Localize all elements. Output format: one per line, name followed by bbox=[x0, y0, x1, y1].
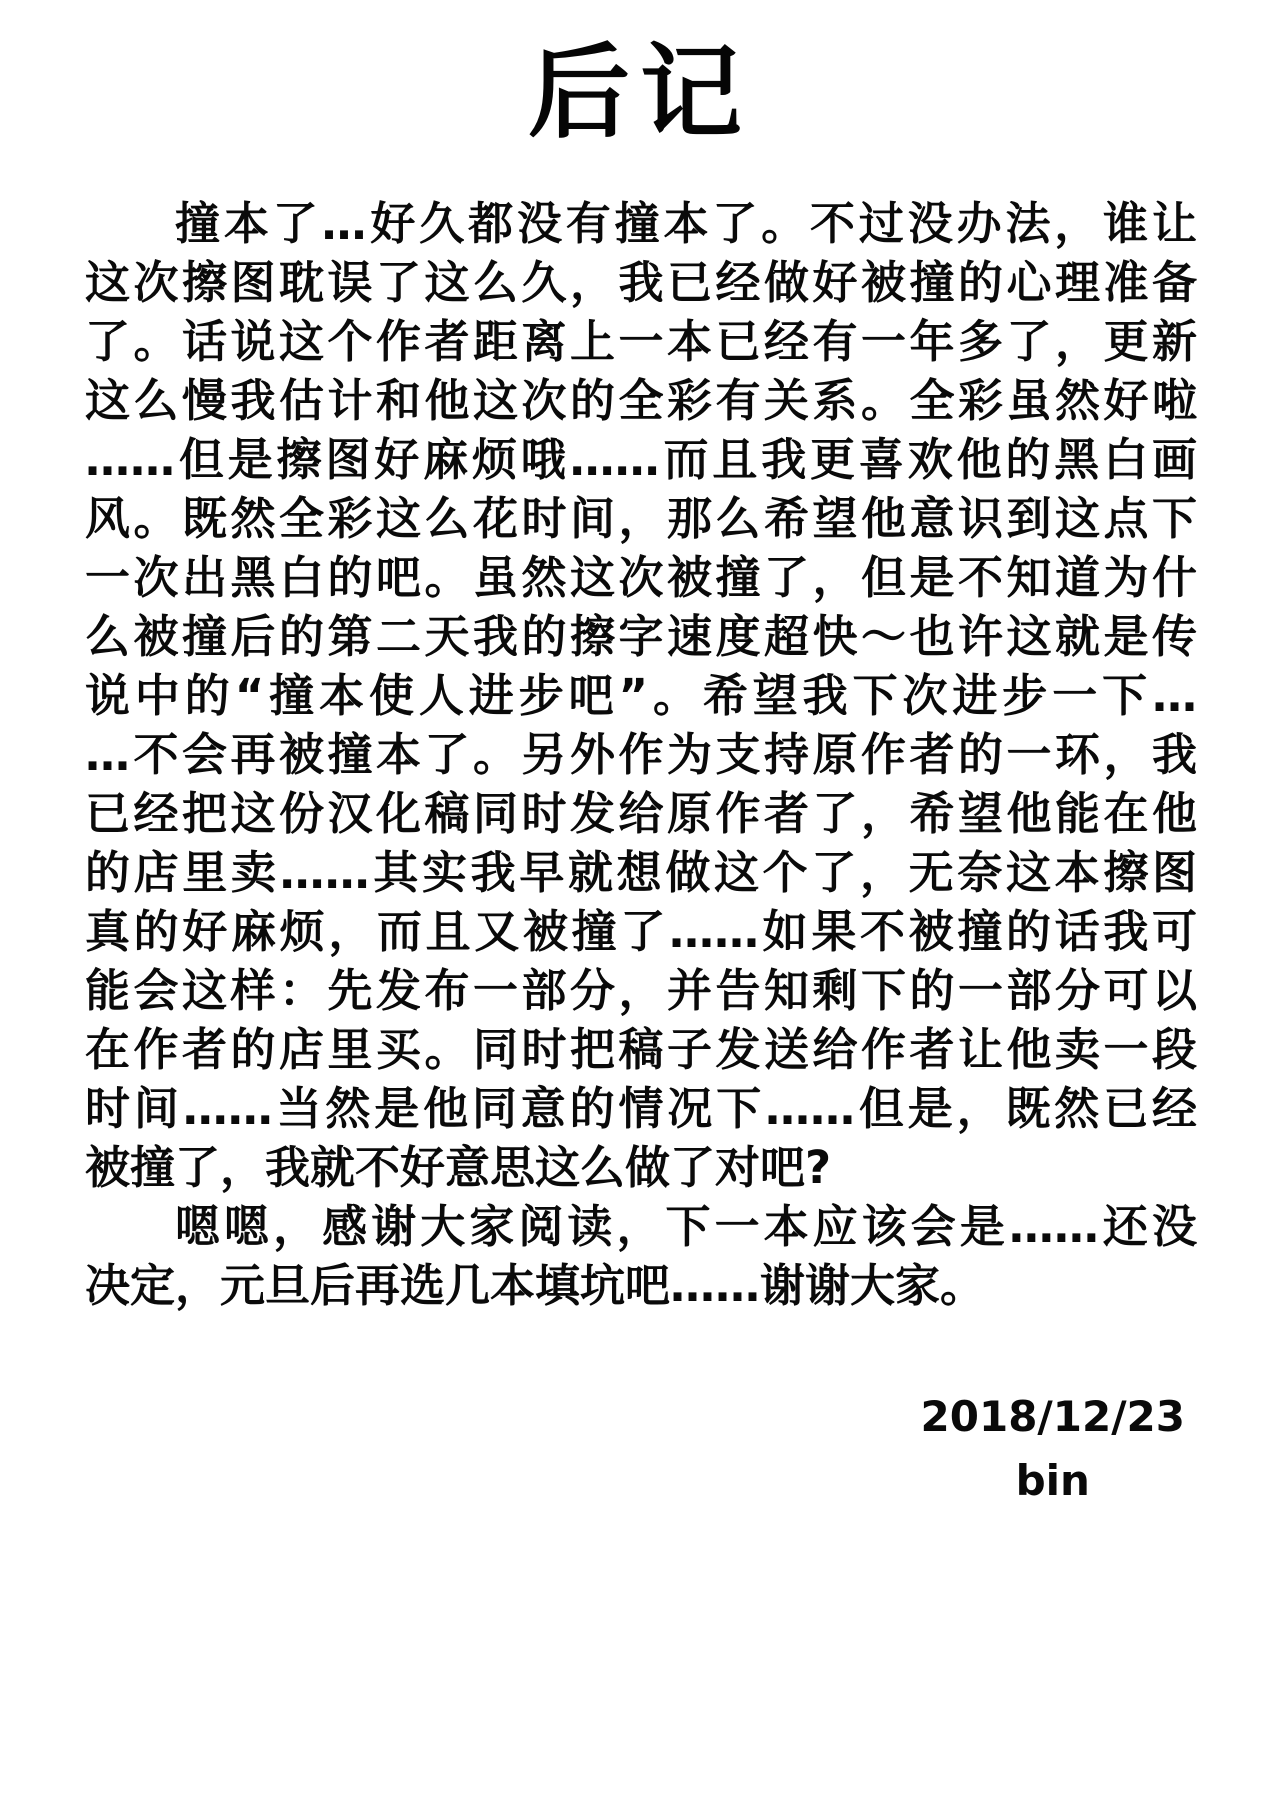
date-text: 2018/12/23 bbox=[920, 1392, 1185, 1442]
text-line: 在作者的店里买。同时把稿子发送给作者让他卖一段 bbox=[85, 1023, 1197, 1077]
text-line: 真的好麻烦，而且又被撞了……如果不被撞的话我可 bbox=[85, 905, 1197, 959]
text-line: 么被撞后的第二天我的擦字速度超快～也许这就是传 bbox=[85, 610, 1197, 664]
text-line: 的店里卖……其实我早就想做这个了，无奈这本擦图 bbox=[85, 846, 1197, 900]
text-line: 一次出黑白的吧。虽然这次被撞了，但是不知道为什 bbox=[85, 551, 1197, 605]
author-signature: bin bbox=[1015, 1456, 1090, 1506]
text-line: 已经把这份汉化稿同时发给原作者了，希望他能在他 bbox=[85, 787, 1197, 841]
text-line: 说中的“撞本使人进步吧”。希望我下次进步一下… bbox=[85, 669, 1197, 723]
text-line: 决定，元旦后再选几本填坑吧……谢谢大家。 bbox=[85, 1259, 986, 1313]
text-line: 风。既然全彩这么花时间，那么希望他意识到这点下 bbox=[85, 492, 1197, 546]
text-line: 这么慢我估计和他这次的全彩有关系。全彩虽然好啦 bbox=[85, 374, 1197, 428]
page-title: 后记 bbox=[528, 34, 752, 153]
text-line: 了。话说这个作者距离上一本已经有一年多了，更新 bbox=[85, 315, 1197, 369]
text-line: 时间……当然是他同意的情况下……但是，既然已经 bbox=[85, 1082, 1197, 1136]
text-line: 嗯嗯，感谢大家阅读，下一本应该会是……还没 bbox=[175, 1200, 1197, 1254]
text-line: ……但是擦图好麻烦哦……而且我更喜欢他的黑白画 bbox=[85, 433, 1197, 487]
text-line: 被撞了，我就不好意思这么做了对吧? bbox=[85, 1141, 832, 1195]
text-line: 撞本了…好久都没有撞本了。不过没办法，谁让 bbox=[175, 197, 1197, 251]
signature-block bbox=[921, 1385, 1185, 1513]
text-line: …不会再被撞本了。另外作为支持原作者的一环，我 bbox=[85, 728, 1197, 782]
afterword-body bbox=[85, 194, 1197, 1315]
text-line: 这次擦图耽误了这么久，我已经做好被撞的心理准备 bbox=[85, 256, 1197, 310]
text-line: 能会这样：先发布一部分，并告知剩下的一部分可以 bbox=[85, 964, 1197, 1018]
